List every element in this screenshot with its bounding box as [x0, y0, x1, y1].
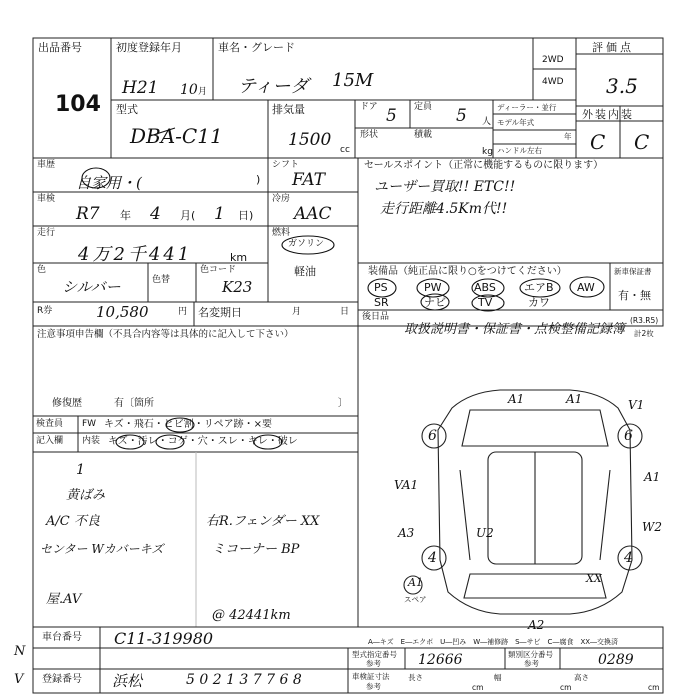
history-label: 車歴: [37, 160, 56, 170]
mileage-label: 走行: [37, 228, 56, 238]
color-code: K23: [222, 278, 253, 296]
registration-number: 5 0 2 1 3 7 7 6 8: [186, 672, 302, 688]
note-3: A/C 不良: [46, 514, 100, 529]
fuel-label: 燃料: [272, 228, 291, 238]
fuel-diesel: 軽油: [294, 265, 316, 278]
inspection-era: R7: [76, 204, 100, 224]
type-designation-label: 型式指定番号: [352, 650, 397, 659]
note-4: 右R.フェンダー XX: [206, 514, 320, 529]
recycle-label: R券: [37, 306, 53, 316]
note-2: 黄ばみ: [66, 488, 106, 503]
registration-label: 登録番号: [42, 674, 82, 685]
load-label: 積載: [414, 130, 433, 140]
diagram-mark: U2: [476, 526, 494, 540]
diagram-mark: 6: [428, 428, 437, 444]
inspector-label: 検査員: [36, 419, 64, 429]
interior-items: キズ・汚レ・コゲ・穴・スレ・キレ・破レ: [108, 436, 298, 447]
name-change-label: 名変期日: [198, 306, 242, 319]
category-value: 0289: [598, 652, 634, 668]
odometer-note: @ 42441km: [212, 608, 291, 623]
sales-point-label: セールスポイント（正常に機能するものに限ります）: [364, 160, 604, 171]
doors: 5: [386, 106, 397, 126]
diagram-mark: 4: [428, 550, 437, 566]
diagram-mark: 6: [624, 428, 633, 444]
repair-label: 修復歴: [52, 398, 82, 409]
handle-label: ハンドル左右: [497, 146, 542, 155]
lot-number: 104: [55, 92, 101, 117]
first-reg-month: 10: [180, 82, 198, 98]
spare-label: スペア: [404, 595, 427, 604]
inspection-label: 車検: [37, 194, 56, 204]
diagram-mark: A1: [408, 576, 423, 589]
type-designation-sub: 参考: [366, 659, 381, 668]
equipment-label: 装備品（純正品に限り○をつけてください）: [368, 266, 567, 277]
dim-height-unit: cm: [648, 683, 660, 692]
equip-navi: ナビ: [424, 296, 446, 309]
lot-label: 出品番号: [38, 41, 82, 54]
color-label: 色: [37, 265, 47, 275]
dim-length: 長さ: [408, 673, 423, 682]
chassis-value: C11-319980: [114, 629, 214, 648]
year-unit: 年: [564, 132, 572, 141]
exterior-grade: C: [590, 130, 606, 154]
doors-label: ドア: [360, 102, 378, 112]
equip-airbag: エアB: [524, 281, 554, 294]
diagram-mark: A3: [398, 526, 415, 540]
damage-legend: A―キズ E―エクボ U―凹み W―補修跡 S―サビ C―腐食 XX―交換済: [368, 638, 619, 646]
drive-4wd: 4WD: [542, 77, 564, 87]
dim-height: 高さ: [574, 673, 589, 682]
inspection-day-unit: 日): [238, 209, 254, 222]
car-name: ティーダ: [238, 76, 309, 97]
new-cert-label: 新車保証書: [614, 267, 652, 276]
dim-length-unit: cm: [472, 683, 484, 692]
capacity-label: 定員: [414, 102, 433, 112]
diagram-mark: A1: [566, 392, 583, 406]
note-7: 屋.AV: [46, 592, 82, 607]
diagram-mark: VA1: [394, 478, 419, 492]
aftermarket-value: 取扱説明書・保証書・点検整備記録簿: [404, 322, 626, 337]
dealer-label: ディーラー・並行: [497, 103, 557, 112]
ac-label: 冷房: [272, 194, 291, 204]
load-unit: kg: [482, 147, 493, 157]
category-sub: 参考: [524, 659, 539, 668]
score: 3.5: [606, 74, 638, 98]
dim-width: 幅: [494, 673, 502, 682]
name-change-month: 月: [292, 307, 302, 317]
chassis-label: 車台番号: [42, 632, 82, 643]
diagram-mark: A2: [528, 618, 545, 632]
inspection-year-unit: 年: [120, 209, 131, 222]
inspection-month-unit: 月(: [180, 209, 196, 222]
color-code-label: 色コード: [200, 265, 237, 275]
note-6: ミコーナー BP: [212, 542, 300, 557]
ac-value: AAC: [294, 204, 332, 224]
dimensions-label: 車検証寸法: [352, 672, 390, 681]
displacement-label: 排気量: [272, 103, 305, 116]
equip-sr: SR: [374, 296, 389, 309]
mileage-unit: km: [230, 251, 248, 264]
diagram-mark: A1: [644, 470, 661, 484]
first-reg-month-unit: 月: [198, 87, 208, 97]
type-designation-value: 12666: [418, 652, 463, 668]
category-label: 類別区分番号: [508, 650, 553, 659]
entry-label: 記入欄: [36, 436, 64, 446]
color-change-label: 色替: [152, 275, 171, 285]
fuel-gasoline: ガソリン: [288, 239, 325, 249]
margin-mark-n: N: [14, 644, 26, 659]
fw-label: FW: [82, 419, 97, 429]
aftermarket-label: 後日品: [362, 312, 390, 322]
drive-2wd: 2WD: [542, 55, 564, 65]
margin-mark-v: V: [14, 672, 24, 687]
inspection-month: 4: [150, 204, 161, 224]
equip-ps: PS: [374, 281, 388, 294]
equip-tv: TV: [478, 296, 493, 309]
equip-pw: PW: [424, 281, 442, 294]
inspection-day: 1: [214, 204, 225, 224]
new-cert-value: 有・無: [618, 289, 651, 302]
interior-grade: C: [634, 130, 650, 154]
displacement: 1500: [288, 130, 332, 150]
score-label: 評価点: [592, 41, 634, 54]
first-reg-era: H21: [122, 78, 159, 98]
aftermarket-note1: (R3.R5): [630, 316, 659, 325]
diagram-mark: 4: [624, 550, 633, 566]
name-change-day: 日: [340, 307, 350, 317]
shift-label: シフト: [272, 160, 300, 170]
sales-point-line1: ユーザー買取!! ETC!!: [374, 179, 516, 195]
diagram-mark: V1: [628, 398, 645, 412]
recycle-value: 10,580: [96, 303, 149, 321]
diagram-mark: A1: [508, 392, 525, 406]
displacement-unit: cc: [340, 145, 350, 155]
car-diagram: [404, 390, 645, 614]
notes-label: 注意事項申告欄（不具合内容等は具体的に記入して下さい）: [37, 329, 294, 340]
dim-width-unit: cm: [560, 683, 572, 692]
model-label: 型式: [116, 103, 138, 116]
repair-close: 〕: [338, 398, 348, 409]
first-reg-label: 初度登録年月: [116, 41, 182, 54]
shift-value: FAT: [292, 170, 326, 190]
model-year-label: モデル年式: [497, 118, 535, 127]
sales-point-line2: 走行距離4.5Km代!!: [380, 201, 508, 217]
capacity: 5: [456, 106, 467, 126]
note-5: センター Wカバーキズ: [40, 542, 164, 556]
mileage-value: 4万2千441: [78, 244, 193, 265]
shape-label: 形状: [360, 130, 379, 140]
equip-aw: AW: [577, 281, 595, 294]
equip-abs: ABS: [474, 281, 496, 294]
aftermarket-note2: 計2枚: [634, 329, 654, 338]
registration-area: 浜松: [112, 672, 143, 690]
grade: 15M: [332, 70, 374, 91]
recycle-unit: 円: [178, 307, 188, 317]
dimensions-sub: 参考: [366, 682, 381, 691]
fw-items: キズ・飛石・ヒビ割・リペア跡・×要: [104, 419, 272, 430]
ext-int-label: 外装内装: [582, 108, 634, 121]
equip-kawa: カワ: [528, 296, 550, 309]
note-1: 1: [76, 462, 85, 478]
interior-label: 内装: [82, 436, 101, 446]
history-value: 自家用・(: [76, 174, 142, 192]
history-close: ): [256, 173, 261, 186]
repair-value: 有〔箇所: [114, 398, 154, 409]
capacity-unit: 人: [482, 117, 492, 127]
name-grade-label: 車名・グレード: [218, 41, 295, 54]
model: DBA-C11: [130, 124, 223, 148]
diagram-mark: W2: [642, 520, 662, 534]
color-value: シルバー: [62, 278, 121, 296]
diagram-mark: XX: [586, 572, 602, 585]
